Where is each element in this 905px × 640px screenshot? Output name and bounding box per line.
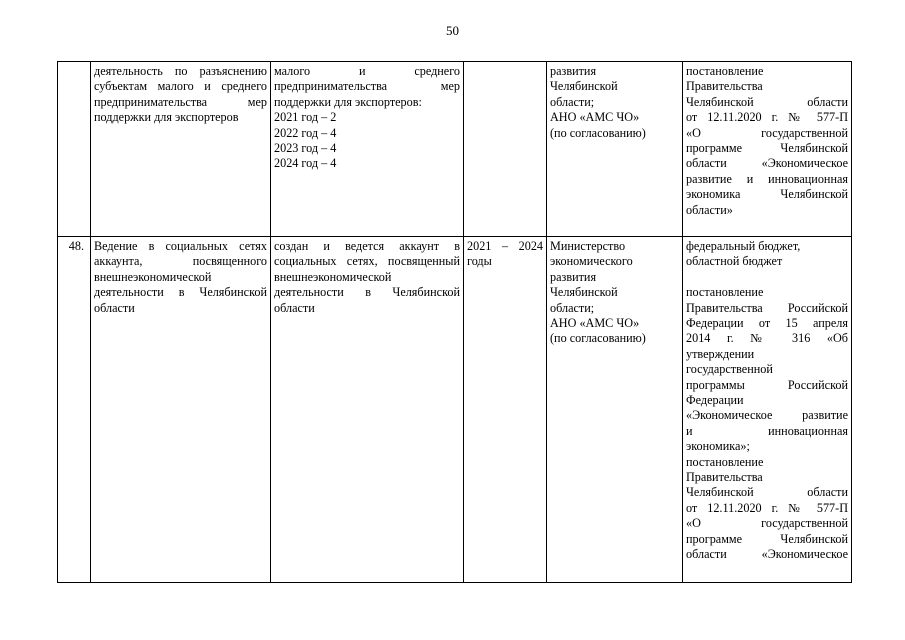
period-cell: 2021 – 2024 годы <box>464 237 547 583</box>
executor-cell <box>547 237 683 583</box>
executor-line: АНО «АМС ЧО» <box>550 316 640 331</box>
activity-cell: Ведение в социальных сетях аккаунта, посвященного внешнеэкономической деятельности в Челябинской области <box>91 237 271 583</box>
executor-line: экономического <box>550 254 633 269</box>
result-cell: создан и ведется аккаунт в социальных сетях, посвященный внешнеэкономической деятельности в Челябинской области <box>271 237 464 583</box>
source-line: и инновационная <box>686 423 848 438</box>
result-cell <box>271 62 464 237</box>
result-line: предпринимательства мер <box>274 79 460 94</box>
source-cell <box>683 62 852 237</box>
spacer <box>686 270 848 285</box>
executor-line: (по согласованию) <box>550 331 646 346</box>
program-table <box>57 61 852 583</box>
result-line: 2022 год – 4 <box>274 125 337 140</box>
source-line: от 12.11.2020 г. № 577-П <box>686 500 848 515</box>
page-number: 50 <box>446 23 459 38</box>
source-line: Челябинской области <box>686 94 848 109</box>
source-line: «О государственной <box>686 125 848 140</box>
source-line: постановление <box>686 454 764 469</box>
executor-cell <box>547 62 683 237</box>
row-number-cell <box>58 62 91 237</box>
executor-line: области; <box>550 94 595 109</box>
result-line: 2023 год – 4 <box>274 141 337 156</box>
source-line: программе Челябинской <box>686 531 848 546</box>
row-number-cell: 48. <box>58 237 91 583</box>
executor-line: развития <box>550 64 597 78</box>
executor-line: Министерство <box>550 239 626 253</box>
source-line: «Экономическое развитие <box>686 408 848 423</box>
executor-line: Челябинской <box>550 285 618 300</box>
source-line: постановление <box>686 64 764 78</box>
source-line: Правительства Российской <box>686 300 848 315</box>
executor-line: Челябинской <box>550 79 618 94</box>
source-line: области» <box>686 202 733 217</box>
source-line: Правительства <box>686 470 763 485</box>
result-line: поддержки для экспортеров: <box>274 94 422 109</box>
result-line: малого и среднего <box>274 64 460 78</box>
source-line: развитие и инновационная <box>686 171 848 186</box>
source-line: от 12.11.2020 г. № 577-П <box>686 110 848 125</box>
result-line: 2021 год – 2 <box>274 110 337 125</box>
source-cell <box>683 237 852 583</box>
source-line: Федерации от 15 апреля <box>686 316 848 331</box>
executor-line: области; <box>550 300 595 315</box>
source-line: Челябинской области <box>686 485 848 500</box>
source-line: государственной <box>686 362 773 377</box>
source-line: экономика»; <box>686 439 750 454</box>
executor-line: (по согласованию) <box>550 125 646 140</box>
source-line: области «Экономическое <box>686 156 848 171</box>
source-line: программе Челябинской <box>686 141 848 156</box>
table-row <box>58 237 852 583</box>
source-line: Федерации <box>686 393 744 408</box>
result-line: 2024 год – 4 <box>274 156 337 171</box>
table-row <box>58 62 852 237</box>
source-line: программы Российской <box>686 377 848 392</box>
source-line: 2014 г. № 316 «Об <box>686 331 848 346</box>
source-line: постановление <box>686 285 764 300</box>
executor-line: АНО «АМС ЧО» <box>550 110 640 125</box>
source-line: экономика Челябинской <box>686 187 848 202</box>
source-line: утверждении <box>686 346 755 361</box>
source-line: «О государственной <box>686 516 848 531</box>
period-cell <box>464 62 547 237</box>
source-line: Правительства <box>686 79 763 94</box>
source-line: области «Экономическое <box>686 547 848 562</box>
executor-line: развития <box>550 269 597 284</box>
activity-cell: деятельность по разъяснению субъектам малого и среднего предпринимательства мер поддержки для экспортеров <box>91 62 271 237</box>
funding-source: федеральный бюджет, областной бюджет <box>686 239 801 269</box>
